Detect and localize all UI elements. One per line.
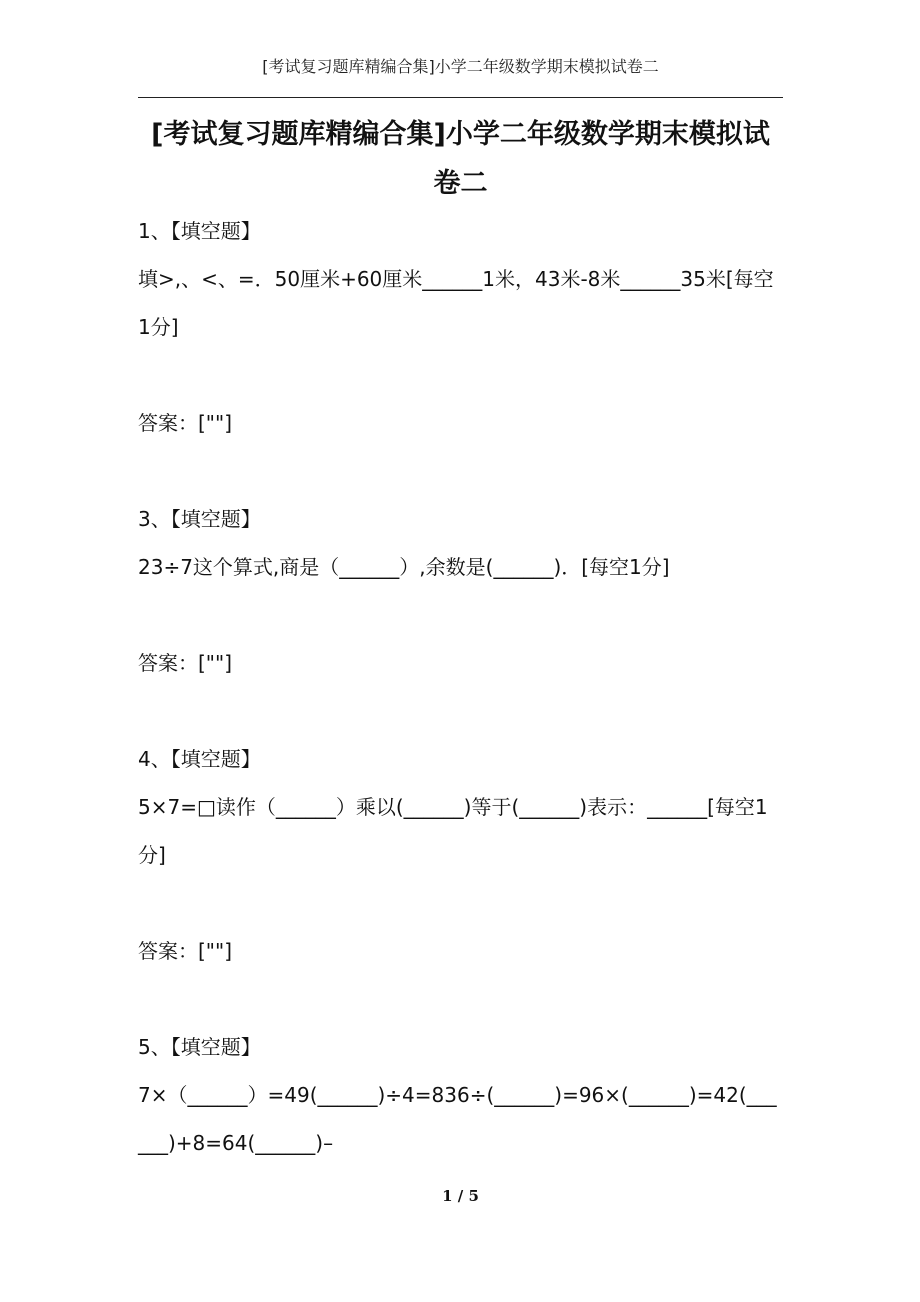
- question-text: 7×（______）=49(______)÷4=836÷(______)=96×(______)=42(______)+8=64(______)–: [138, 1083, 777, 1155]
- question-heading: 1、【填空题】: [138, 219, 261, 243]
- question-heading: 4、【填空题】: [138, 747, 261, 771]
- question-item: [138, 735, 783, 1023]
- answer-text: 答案：[""]: [138, 651, 233, 675]
- question-list: [138, 207, 783, 1167]
- question-text: 5×7=□读作（______）乘以(______)等于(______)表示：______[每空1分]: [138, 795, 768, 867]
- spacer: [138, 447, 783, 495]
- spacer: [138, 687, 783, 735]
- answer-text: 答案：[""]: [138, 411, 233, 435]
- question-item: [138, 1023, 783, 1167]
- answer-text: 答案：[""]: [138, 939, 233, 963]
- question-text: 23÷7这个算式,商是（______）,余数是(______)．[每空1分]: [138, 555, 670, 579]
- spacer: [138, 975, 783, 1023]
- question-item: [138, 207, 783, 495]
- question-item: [138, 495, 783, 735]
- question-heading: 3、【填空题】: [138, 507, 261, 531]
- document-title: [考试复习题库精编合集]小学二年级数学期末模拟试卷二: [151, 119, 770, 199]
- running-header: [考试复习题库精编合集]小学二年级数学期末模拟试卷二: [262, 57, 659, 76]
- header-divider: [138, 97, 783, 98]
- question-heading: 5、【填空题】: [138, 1035, 261, 1059]
- page-number: 1 / 5: [442, 1187, 479, 1205]
- question-text: 填>,、<、=．50厘米+60厘米______1米，43米-8米______35米[每空1分]: [138, 267, 774, 339]
